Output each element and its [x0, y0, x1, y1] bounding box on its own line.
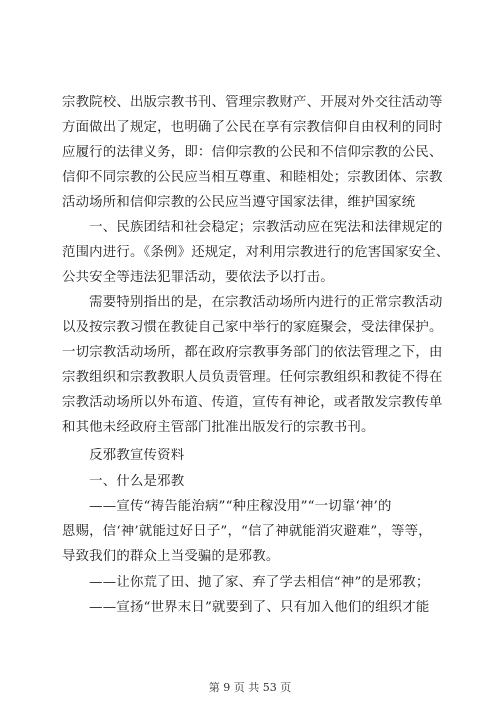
- text-line: 应履行的法律义务，即：信仰宗教的公民和不信仰宗教的公民、: [62, 145, 443, 160]
- text-line: 宗教院校、出版宗教书刊、管理宗教财产、开展对外交往活动等: [62, 95, 443, 110]
- text-line: 需要特别指出的是，在宗教活动场所内进行的正常宗教活动: [62, 295, 443, 310]
- section-heading: 反邪教宣传资料: [62, 448, 185, 463]
- text-line: 导致我们的群众上当受骗的是邪教。: [62, 549, 280, 564]
- text-line: 以及按宗教习惯在教徒自己家中举行的家庭聚会，受法律保护。: [62, 320, 443, 335]
- text-line: ——宣扬“世界末日”就要到了、只有加入他们的组织才能: [62, 600, 430, 615]
- subsection-heading: 一、什么是邪教: [62, 474, 185, 489]
- text-line: 和其他未经政府主管部门批准出版发行的宗教书刊。: [62, 420, 375, 435]
- text-line: 一、民族团结和社会稳定；宗教活动应在宪法和法律规定的: [62, 220, 443, 235]
- text-line: ——宣传“祷告能治病”“种庄稼没用”“一切靠‘神’的: [62, 499, 392, 514]
- text-line: 方面做出了规定，也明确了公民在享有宗教信仰自由权利的同时: [62, 120, 443, 135]
- text-line: 信仰不同宗教的公民应当相互尊重、和睦相处；宗教团体、宗教: [62, 170, 443, 185]
- text-line: 公共安全等违法犯罪活动，要依法予以打击。: [62, 270, 334, 285]
- text-line: 宗教组织和宗教教职人员负责管理。任何宗教组织和教徒不得在: [62, 370, 443, 385]
- text-line: 活动场所和信仰宗教的公民应当遵守国家法律，维护国家统: [62, 195, 416, 210]
- text-line: 范围内进行。《条例》还规定，对利用宗教进行的危害国家安全、: [62, 245, 450, 260]
- text-line: 一切宗教活动场所，都在政府宗教事务部门的依法管理之下，由: [62, 345, 443, 360]
- text-line: 恩赐，信‘神’就能过好日子”，“信了神就能消灾避难”，等等，: [62, 524, 432, 539]
- text-line: 宗教活动场所以外布道、传道，宣传有神论，或者散发宗教传单: [62, 395, 443, 410]
- page-footer: 第 9 页 共 53 页: [208, 681, 292, 694]
- text-line: ——让你荒了田、抛了家、弃了学去相信“神”的是邪教；: [62, 575, 430, 590]
